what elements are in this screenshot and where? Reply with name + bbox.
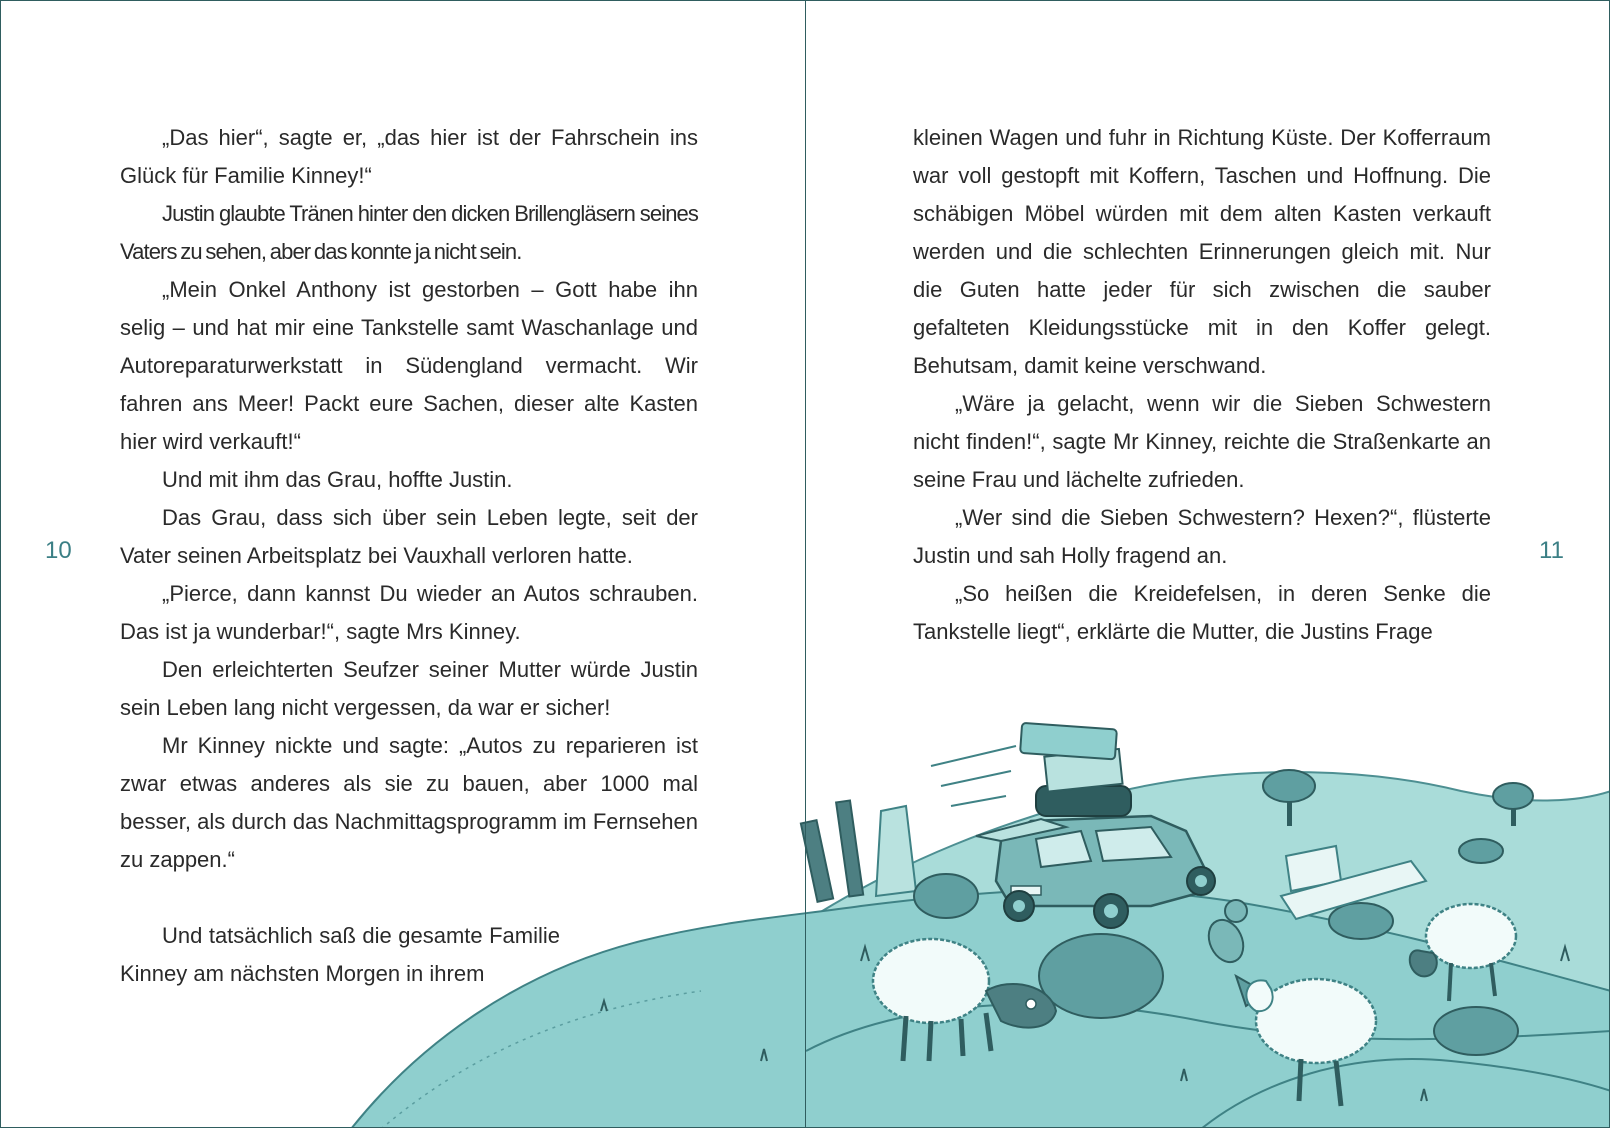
bush — [914, 874, 978, 918]
paragraph: „Pierce, dann kannst Du wieder an Autos schrauben. Das ist ja wunderbar!“, sagte Mrs Kinney. — [120, 581, 698, 644]
chimney-2 — [836, 801, 863, 897]
paragraph: Den erleichterten Seufzer seiner Mutter würde Justin sein Leben lang nicht vergessen, da war er sicher! — [120, 657, 698, 720]
paragraph: Und mit ihm das Grau, hoffte Justin. — [162, 467, 513, 492]
bush — [1329, 903, 1393, 939]
bush — [1459, 839, 1503, 863]
paragraph: Justin glaubte Tränen hinter den dicken Brillengläsern seines Vaters zu sehen, aber das konnte ja nicht sein. — [120, 201, 698, 264]
paragraph: „So heißen die Kreidefelsen, in deren Senke die Tankstelle liegt“, erklärte die Mutter, die Justins Frage — [913, 581, 1491, 644]
right-page-text — [913, 119, 1491, 651]
paragraph: kleinen Wagen und fuhr in Richtung Küste. Der Kofferraum war voll gestopft mit Koffern, Taschen und Hoffnung. Die schäbigen Möbel würden mit dem alten Kasten verkauft werden und die schlechten Erinnerungen gleich mit. Nur die Guten hatte jeder für sich zwischen die sauber gefalteten Kleidungsstücke mit in den Koffer gelegt. Behutsam, damit keine verschwand. — [913, 125, 1491, 378]
paragraph: „Das hier“, sagte er, „das hier ist der Fahrschein ins Glück für Familie Kinney!“ — [120, 125, 698, 188]
paragraph: Und tatsächlich saß die gesamte Familie Kinney am nächsten Morgen in ihrem — [120, 923, 560, 986]
paragraph: „Mein Onkel Anthony ist gestorben – Gott habe ihn selig – und hat mir eine Tankstelle samt Waschanlage und Autoreparaturwerkstatt in Südengland vermacht. Wir fahren ans Meer! Packt eure Sachen, dieser alte Kasten hier wird verkauft!“ — [120, 277, 698, 454]
page-number-right: 11 — [1539, 537, 1564, 564]
page-gutter — [805, 1, 806, 1128]
page-number-left: 10 — [45, 537, 72, 564]
paragraph: „Wer sind die Sieben Schwestern? Hexen?“, flüsterte Justin und sah Holly fragend an. — [913, 505, 1491, 568]
rock-pillar — [876, 806, 916, 896]
paragraph: Das Grau, dass sich über sein Leben legte, seit der Vater seinen Arbeitsplatz bei Vauxhall verloren hatte. — [120, 505, 698, 568]
left-page-text — [120, 119, 698, 993]
bush — [1039, 934, 1163, 1018]
paragraph: Mr Kinney nickte und sagte: „Autos zu reparieren ist zwar etwas anderes als sie zu bauen, aber 1000 mal besser, als durch das Nachmittagsprogramm im Fernsehen zu zappen.“ — [120, 733, 698, 872]
paragraph: „Wäre ja gelacht, wenn wir die Sieben Schwestern nicht finden!“, sagte Mr Kinney, reichte die Straßenkarte an seine Frau und lächelte zufrieden. — [913, 391, 1491, 492]
bush — [1434, 1007, 1518, 1055]
